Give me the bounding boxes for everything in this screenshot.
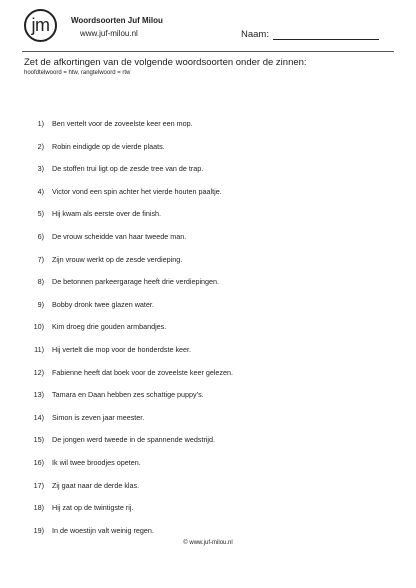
sentence-number: 16) — [33, 457, 44, 467]
sentence-text: De betonnen parkeergarage heeft drie verdiepingen. — [52, 277, 220, 287]
sentence-text: De jongen werd tweede in de spannende wedstrijd. — [52, 435, 216, 445]
sentence-text: Hij vertelt die mop voor de honderdste keer. — [52, 344, 192, 354]
sentence-number: 17) — [33, 480, 44, 490]
name-label: Naam: — [241, 29, 269, 40]
header-divider — [22, 51, 394, 52]
sentence-number: 13) — [33, 390, 44, 400]
brand-title: Woordsoorten Juf Milou — [71, 16, 163, 25]
sentence-text: Simon is zeven jaar meester. — [52, 412, 145, 422]
footer-copyright: © www.juf-milou.nl — [183, 540, 233, 546]
sentence-text: Zij gaat naar de derde klas. — [52, 480, 140, 490]
sentence-number: 19) — [33, 525, 44, 535]
instruction-text: Zet de afkortingen van de volgende woordsoorten onder de zinnen: — [24, 57, 307, 68]
sentence-number: 11) — [34, 344, 44, 354]
sentence-number: 4) — [37, 186, 44, 196]
sentence-number: 18) — [33, 503, 44, 513]
sentence-number: 10) — [33, 322, 44, 332]
sentence-text: De vrouw scheidde van haar tweede man. — [52, 231, 187, 241]
sentence-text: Bobby dronk twee glazen water. — [52, 299, 154, 309]
sentence-text: In de woestijn valt weinig regen. — [52, 525, 154, 535]
sentence-number: 2) — [37, 141, 44, 151]
brand-url: www.juf-milou.nl — [80, 29, 138, 38]
sentence-number: 1) — [37, 119, 44, 128]
sentence-text: Robin eindigde op de vierde plaats. — [52, 141, 165, 151]
sentence-number: 7) — [37, 254, 44, 264]
abbreviation-hint: hoofdtelwoord = htw, rangtelwoord = rtw — [24, 70, 131, 76]
logo-text: jm — [31, 14, 50, 35]
sentence-text: Victor vond een spin achter het vierde houten paaltje. — [52, 186, 222, 196]
sentence-number: 9) — [37, 299, 44, 309]
sentence-text: Ben vertelt voor de zoveelste keer een mop. — [52, 119, 193, 128]
sentence-number: 3) — [37, 164, 44, 174]
sentence-text: Fabienne heeft dat boek voor de zoveelste keer gelezen. — [52, 367, 234, 377]
sentence-text: Ik wil twee broodjes opeten. — [52, 457, 141, 467]
sentence-number: 5) — [37, 209, 44, 219]
sentence-number: 6) — [37, 231, 44, 241]
sentence-text: Tamara en Daan hebben zes schattige puppy’s. — [52, 390, 204, 400]
sentence-number: 14) — [33, 412, 44, 422]
juf-milou-logo — [24, 9, 57, 42]
sentence-text: De stoffen trui ligt op de zesde tree van de trap. — [52, 164, 204, 174]
sentence-text: Zijn vrouw werkt op de zesde verdieping. — [52, 254, 183, 264]
name-field-group — [241, 29, 379, 40]
sentence-text: Kim droeg drie gouden armbandjes. — [52, 322, 167, 332]
sentence-number: 12) — [33, 367, 44, 377]
sentence-number: 8) — [37, 277, 44, 287]
name-fill-line[interactable] — [273, 30, 379, 40]
sentence-text: Hij kwam als eerste over de finish. — [52, 209, 162, 219]
sentence-text: Hij zat op de twintigste rij. — [52, 503, 134, 513]
sentence-number: 15) — [33, 435, 44, 445]
